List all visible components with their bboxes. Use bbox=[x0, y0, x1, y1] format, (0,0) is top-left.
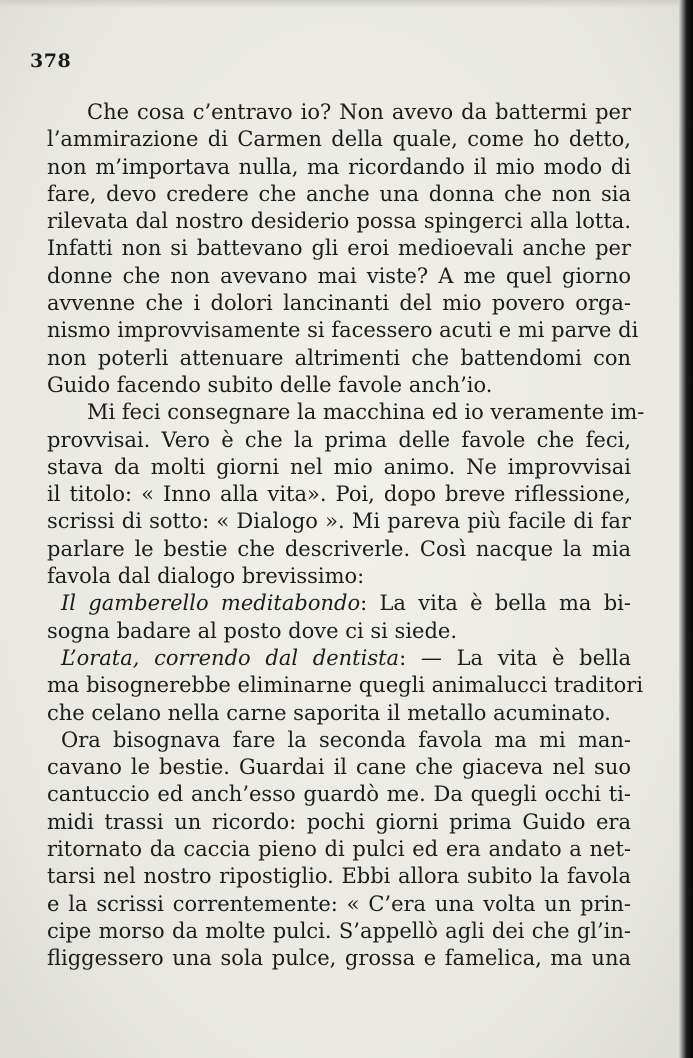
text-line: Che cosa c’entravo io? Non avevo da battermi per bbox=[87, 100, 631, 124]
text-line: scrissi di sotto: « Dialogo ». Mi pareva più facile di far bbox=[47, 509, 631, 534]
text-line: sogna badare al posto dove ci si siede. bbox=[47, 618, 458, 643]
text-line: provvisai. Vero è che la prima delle favole che feci, bbox=[47, 427, 631, 452]
text-line: Ora bisognava fare la seconda favola ma mi man- bbox=[61, 727, 631, 752]
text-line: parlare le bestie che descriverle. Così nacque la mia bbox=[47, 536, 631, 561]
text-line: l’ammirazione di Carmen della quale, come ho detto, bbox=[47, 127, 631, 152]
text-line: cipe morso da molte pulci. S’appellò agli dei che gl’in- bbox=[47, 918, 631, 943]
fable-line-text: : La vita è bella ma bi- bbox=[360, 591, 631, 616]
text-line: ritornato da caccia pieno di pulci ed era andato a net- bbox=[47, 837, 631, 862]
text-line: ma bisognerebbe eliminarne quegli animalucci traditori bbox=[47, 673, 644, 698]
text-line bbox=[47, 645, 631, 672]
text-line: Mi feci consegnare la macchina ed io veramente im- bbox=[87, 400, 645, 425]
text-line: donne che non avevano mai viste? A me quel giorno bbox=[47, 263, 631, 288]
text-line: nismo improvvisamente si facessero acuti e mi parve di bbox=[47, 318, 639, 343]
text-line bbox=[47, 590, 631, 617]
text-line: fliggessero una sola pulce, grossa e famelica, ma una bbox=[47, 946, 631, 971]
text-line: fare, devo credere che anche una donna che non sia bbox=[47, 181, 631, 206]
fable-speaker-gamberello: Il gamberello meditabondo bbox=[61, 591, 361, 616]
text-line: rilevata dal nostro desiderio possa spingerci alla lotta. bbox=[47, 209, 631, 234]
text-line: non poterli attenuare altrimenti che battendomi con bbox=[47, 345, 631, 370]
text-line: tarsi nel nostro ripostiglio. Ebbi allora subito la favola bbox=[47, 864, 631, 889]
text-line: il titolo: « Inno alla vita». Poi, dopo breve riflessione, bbox=[47, 482, 631, 507]
text-line: stava da molti giorni nel mio animo. Ne improvvisai bbox=[47, 454, 631, 479]
text-line: che celano nella carne saporita il metallo acuminato. bbox=[47, 700, 611, 725]
text-line: midi trassi un ricordo: pochi giorni prima Guido era bbox=[47, 809, 631, 834]
text-line: non m’importava nulla, ma ricordando il mio modo di bbox=[47, 154, 631, 179]
page-number: 378 bbox=[30, 50, 72, 72]
fable-line-text: : — La vita è bella bbox=[399, 645, 631, 670]
text-line: cantuccio ed anch’esso guardò me. Da quegli occhi ti- bbox=[47, 782, 631, 807]
text-line: favola dal dialogo brevissimo: bbox=[47, 564, 365, 589]
text-line: e la scrissi correntemente: « C’era una volta un prin- bbox=[47, 891, 631, 916]
text-line: avvenne che i dolori lancinanti del mio povero orga- bbox=[47, 291, 631, 316]
page-top-shadow bbox=[0, 0, 693, 8]
fable-speaker-orata: L’orata, correndo dal dentista bbox=[61, 645, 400, 670]
text-line: Infatti non si battevano gli eroi medioevali anche per bbox=[47, 236, 631, 261]
text-line: cavano le bestie. Guardai il cane che giaceva nel suo bbox=[47, 755, 631, 780]
text-line: Guido facendo subito delle favole anch’io. bbox=[47, 372, 493, 397]
body-text bbox=[47, 99, 645, 973]
book-binding-edge bbox=[679, 0, 693, 1058]
